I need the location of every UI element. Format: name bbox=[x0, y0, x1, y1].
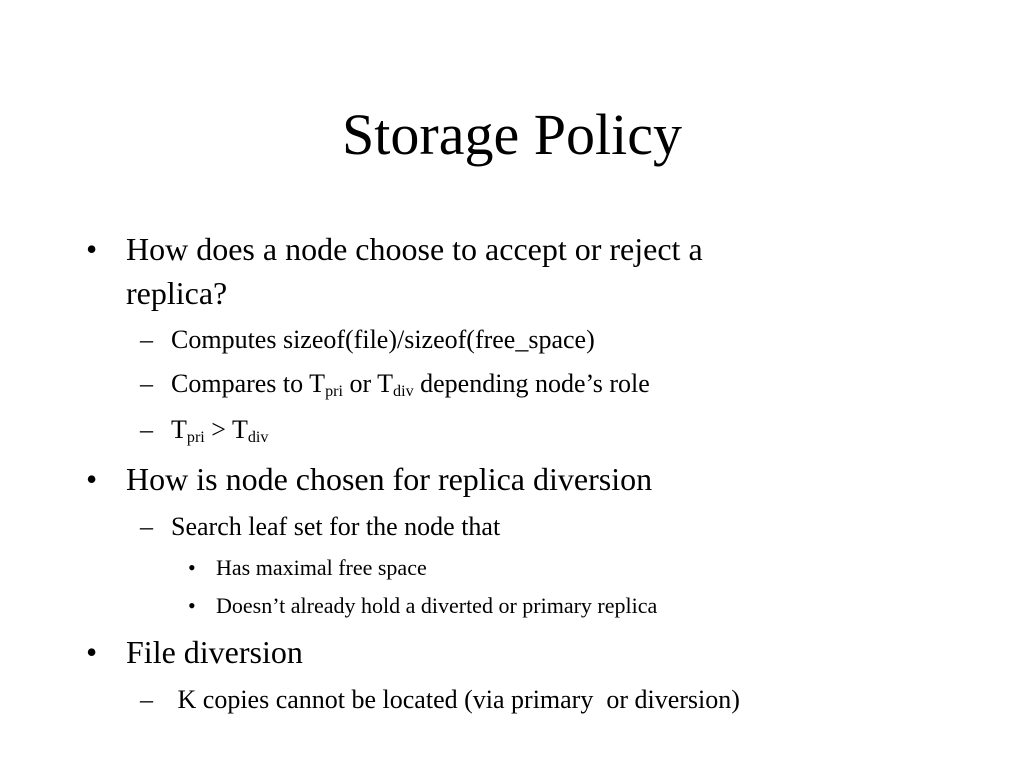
bullet-text-line: How is node chosen for replica diversion bbox=[126, 461, 653, 497]
bullet-text-line: How does a node choose to accept or reject a bbox=[126, 231, 703, 267]
sub-bullet-text bbox=[171, 367, 650, 401]
sub-bullet-text: Search leaf set for the node that bbox=[171, 512, 501, 541]
dash-marker: – bbox=[140, 325, 153, 354]
bullet-marker: • bbox=[188, 555, 196, 580]
slide-title: Storage Policy bbox=[342, 102, 682, 167]
subscript: pri bbox=[186, 429, 205, 447]
text-segment: or T bbox=[342, 369, 394, 398]
sub-sub-bullet-text: Doesn’t already hold a diverted or primary replica bbox=[216, 593, 658, 618]
bullet-marker: • bbox=[86, 461, 98, 497]
bullet-marker: • bbox=[86, 634, 98, 670]
bullet-text-line: File diversion bbox=[126, 634, 303, 670]
bullet-marker: • bbox=[188, 593, 196, 618]
sub-bullet-text bbox=[171, 413, 268, 447]
subscript: div bbox=[393, 383, 414, 401]
text-segment: Compares to T bbox=[171, 369, 326, 398]
bullet-marker: • bbox=[86, 231, 98, 267]
text-segment: > T bbox=[204, 415, 248, 444]
subscript: div bbox=[247, 429, 269, 447]
dash-marker: – bbox=[140, 415, 153, 444]
dash-marker: – bbox=[140, 512, 153, 541]
sub-bullet-text: Computes sizeof(file)/sizeof(free_space) bbox=[171, 325, 595, 354]
dash-marker: – bbox=[140, 685, 153, 714]
text-segment: depending node’s role bbox=[413, 369, 650, 398]
sub-sub-bullet-text: Has maximal free space bbox=[216, 555, 427, 580]
text-segment: T bbox=[171, 415, 187, 444]
bullet-text-line: replica? bbox=[126, 275, 228, 311]
subscript: pri bbox=[325, 383, 343, 401]
sub-bullet-text: K copies cannot be located (via primary or diversion) bbox=[171, 685, 740, 714]
dash-marker: – bbox=[140, 369, 153, 398]
